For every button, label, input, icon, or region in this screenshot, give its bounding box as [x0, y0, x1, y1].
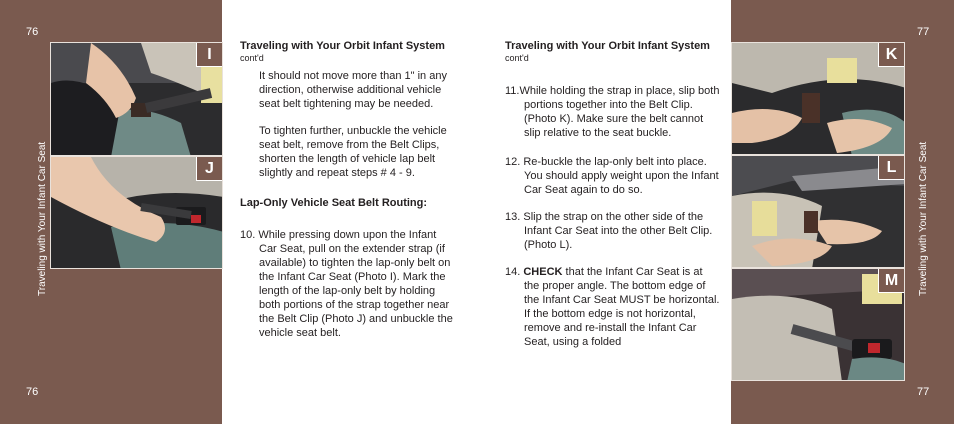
- left-para-1: It should not move more than 1" in any direction, otherwise additional vehicle seat belt tightening may be needed.: [259, 70, 447, 110]
- step-13-number: 13.: [505, 211, 521, 223]
- left-text-column: [240, 40, 455, 340]
- step-14-text: that the Infant Car Seat is at the proper angle. The bottom edge of the Infant Car Seat MUST be horizontal. If the bottom edge is not horizontal, remove and re-install the Infant Car Seat, using a folded: [524, 266, 720, 348]
- lap-only-subheading: Lap-Only Vehicle Seat Belt Routing:: [240, 197, 428, 209]
- left-heading: [240, 40, 455, 64]
- step-14-number: 14.: [505, 266, 521, 278]
- right-heading: [505, 40, 720, 64]
- right-text-column: [505, 40, 720, 349]
- step-14: [505, 265, 720, 349]
- step-13: [505, 210, 720, 252]
- right-sidebar: [731, 0, 954, 424]
- photo-i-label: I: [196, 43, 222, 67]
- step-10-text: While pressing down upon the Infant Car Seat, pull on the extender strap (if available) to tighten the lap-only belt on the Infant Car Seat (Photo I). Mark the length of the lap-only belt by holding both portions of the strap together near the Belt Clip (Photo J) and unbuckle the vehicle seat belt.: [258, 229, 453, 339]
- left-para-2: To tighten further, unbuckle the vehicle seat belt, remove from the Belt Clips, shorten the length of vehicle lap belt slightly and repeat steps # 4 - 9.: [259, 125, 447, 179]
- left-heading-contd: cont'd: [240, 53, 264, 63]
- step-13-text: Slip the strap on the other side of the Infant Car Seat into the other Belt Clip. (Photo L).: [523, 211, 713, 251]
- left-heading-text: Traveling with Your Orbit Infant System: [240, 40, 445, 52]
- photo-m-label: M: [878, 269, 904, 293]
- page-number-bottom-left: 76: [26, 386, 39, 398]
- page-number-top-right: 77: [917, 26, 930, 38]
- page-number-bottom-right: 77: [917, 386, 930, 398]
- step-12-number: 12.: [505, 156, 521, 168]
- right-heading-contd: cont'd: [505, 53, 529, 63]
- side-title-right: Traveling with Your Infant Car Seat: [918, 141, 929, 296]
- photo-j: [50, 156, 223, 269]
- step-14-check: CHECK: [523, 266, 563, 278]
- photo-m: [731, 268, 905, 381]
- left-sidebar: [0, 0, 222, 424]
- photo-i: [50, 42, 223, 156]
- photo-l-label: L: [878, 156, 904, 180]
- step-10-number: 10.: [240, 229, 256, 241]
- step-11-number: 11.: [505, 85, 520, 97]
- page-number-top-left: 76: [26, 26, 39, 38]
- photo-l: [731, 155, 905, 268]
- step-12: [505, 155, 720, 197]
- photo-k-label: K: [878, 43, 904, 67]
- right-heading-text: Traveling with Your Orbit Infant System: [505, 40, 710, 52]
- photo-j-label: J: [196, 157, 222, 181]
- step-10: [240, 228, 455, 340]
- side-title-left: Traveling with Your Infant Car Seat: [37, 141, 48, 296]
- step-12-text: Re-buckle the lap-only belt into place. You should apply weight upon the Infant Car Seat again to do so.: [523, 156, 719, 196]
- step-11: [505, 84, 720, 140]
- photo-k: [731, 42, 905, 155]
- step-11-text: While holding the strap in place, slip both portions together into the Belt Clip. (Photo K). Make sure the belt cannot slip relative to the seat buckle.: [519, 85, 720, 139]
